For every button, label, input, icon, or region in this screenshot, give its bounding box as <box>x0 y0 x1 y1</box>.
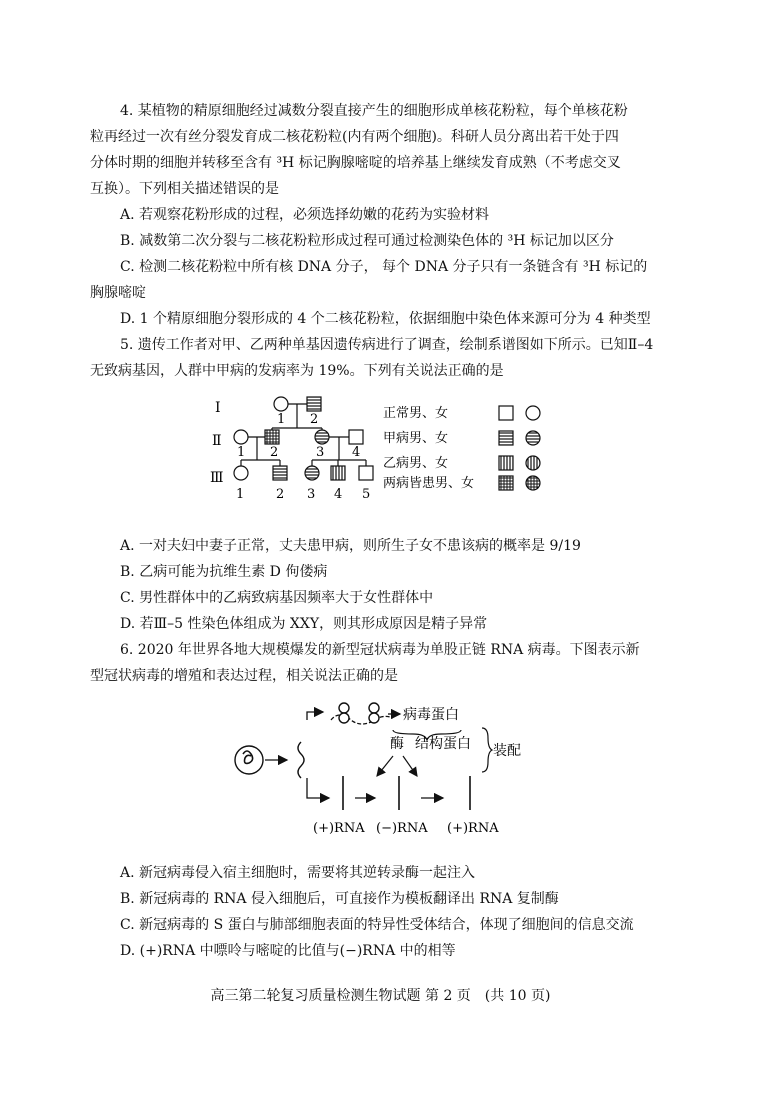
pedigree-num-III-5: 5 <box>362 487 371 502</box>
pedigree-num-II-1: 1 <box>237 445 246 460</box>
pedigree-I-1 <box>274 397 288 411</box>
q6-option-c: C. 新冠病毒的 S 蛋白与肺部细胞表面的特异性受体结合，体现了细胞间的信息交流 <box>120 917 634 933</box>
q4-option-b: B. 减数第二次分裂与二核花粉粒形成过程可通过检测染色体的 ³H 标记加以区分 <box>120 233 614 249</box>
pedigree-I-2 <box>307 397 321 411</box>
q4-stem-line-1: 4. 某植物的精原细胞经过减数分裂直接产生的细胞形成单核花粉粒，每个单核花粉 <box>120 103 628 119</box>
pedigree-II-1 <box>234 430 248 444</box>
pedigree-II-3 <box>315 430 329 444</box>
label-enzyme: 酶 <box>390 736 404 752</box>
legend-disease-b: 乙病男、女 <box>383 456 449 471</box>
pedigree-III-2 <box>273 466 287 480</box>
pedigree-num-III-3: 3 <box>307 487 316 502</box>
q5-option-c: C. 男性群体中的乙病致病基因频率大于女性群体中 <box>120 590 434 606</box>
legend-disease-a: 甲病男、女 <box>383 431 449 446</box>
pedigree-III-1 <box>234 466 248 480</box>
catalysis-arrow-2 <box>403 756 417 776</box>
pedigree-num-II-2: 2 <box>270 445 279 460</box>
gen-label-2: Ⅱ <box>212 433 222 449</box>
assembly-brace <box>482 728 492 772</box>
legend-disease-a-male <box>499 431 513 445</box>
virus-icon <box>235 746 263 774</box>
pedigree-num-III-2: 2 <box>276 487 285 502</box>
pedigree-num-III-1: 1 <box>236 487 245 502</box>
page-footer: 高三第二轮复习质量检测生物试题 第 2 页 (共 10 页) <box>210 988 551 1004</box>
q4-option-c: C. 检测二核花粉粒中所有核 DNA 分子， 每个 DNA 分子只有一条链含有 ³H 标记的 <box>120 259 648 275</box>
catalysis-arrow-1 <box>377 756 393 776</box>
q6-option-d: D. (+)RNA 中嘌呤与嘧啶的比值与(−)RNA 中的相等 <box>120 943 456 959</box>
legend-normal-female <box>526 406 540 420</box>
q5-option-d: D. 若Ⅲ–5 性染色体组成为 XXY，则其形成原因是精子异常 <box>120 616 488 632</box>
label-structural-protein: 结构蛋白 <box>415 736 471 752</box>
viral-rna-icon <box>298 742 304 778</box>
q6-stem-line-1: 6. 2020 年世界各地大规模爆发的新型冠状病毒为单股正链 RNA 病毒。下图表示新 <box>120 642 640 658</box>
pedigree-III-3 <box>305 466 319 480</box>
replication-branch <box>307 778 329 798</box>
pedigree-III-4 <box>331 466 345 480</box>
q6-option-a: A. 新冠病毒侵入宿主细胞时，需要将其逆转录酶一起注入 <box>120 865 476 881</box>
legend-both: 两病皆患男、女 <box>383 476 475 491</box>
label-rna-plus-2: (+)RNA <box>447 821 499 836</box>
legend-both-male <box>499 476 513 490</box>
q5-option-a: A. 一对夫妇中妻子正常，丈夫患甲病，则所生子女不患该病的概率是 9/19 <box>120 538 581 554</box>
legend-normal-male <box>499 406 513 420</box>
q5-option-b: B. 乙病可能为抗维生素 D 佝偻病 <box>120 564 328 580</box>
pedigree-num-II-3: 3 <box>316 445 325 460</box>
label-assembly: 装配 <box>493 743 521 759</box>
q4-stem-line-3: 分体时期的细胞并转移至含有 ³H 标记胸腺嘧啶的培养基上继续发育成熟（不考虑交叉 <box>90 155 621 171</box>
q4-stem-line-4: 互换）。下列相关描述错误的是 <box>90 181 279 197</box>
legend-disease-b-male <box>499 456 513 470</box>
pedigree-num-III-4: 4 <box>334 487 343 502</box>
label-virus-protein: 病毒蛋白 <box>403 707 459 723</box>
label-rna-plus-1: (+)RNA <box>313 821 365 836</box>
pedigree-III-5 <box>359 466 373 480</box>
q6-option-b: B. 新冠病毒的 RNA 侵入细胞后，可直接作为模板翻译出 RNA 复制酶 <box>120 891 559 907</box>
legend-disease-b-female <box>526 456 540 470</box>
pedigree-num-I-1: 1 <box>277 412 286 427</box>
ribosome-icon <box>331 703 393 724</box>
label-rna-minus: (−)RNA <box>376 821 428 836</box>
translation-branch <box>307 712 323 720</box>
pedigree-chart <box>200 390 560 510</box>
q4-option-c-cont: 胸腺嘧啶 <box>90 285 146 301</box>
pedigree-num-II-4: 4 <box>352 445 361 460</box>
pedigree-II-4 <box>349 430 363 444</box>
q4-option-d: D. 1 个精原细胞分裂形成的 4 个二核花粉粒，依据细胞中染色体来源可分为 4 种类型 <box>120 311 651 327</box>
pedigree-num-I-2: 2 <box>310 412 319 427</box>
q6-stem-line-2: 型冠状病毒的增殖和表达过程，相关说法正确的是 <box>90 668 398 684</box>
gen-label-3: Ⅲ <box>210 470 224 486</box>
virus-replication-diagram <box>225 698 521 840</box>
q4-stem-line-2: 粒再经过一次有丝分裂发育成二核花粉粒(内有两个细胞)。科研人员分离出若干处于四 <box>90 129 619 145</box>
q4-option-a: A. 若观察花粉形成的过程，必须选择幼嫩的花药为实验材料 <box>120 207 490 223</box>
gen-label-1: Ⅰ <box>215 400 221 416</box>
legend-normal: 正常男、女 <box>383 406 449 421</box>
q5-stem-line-2: 无致病基因，人群中甲病的发病率为 19%。下列有关说法正确的是 <box>90 363 504 379</box>
legend-both-female <box>526 476 540 490</box>
q5-stem-line-1: 5. 遗传工作者对甲、乙两种单基因遗传病进行了调查，绘制系谱图如下所示。已知Ⅱ–4 <box>120 337 654 353</box>
legend-disease-a-female <box>526 431 540 445</box>
pedigree-II-2 <box>265 430 279 444</box>
